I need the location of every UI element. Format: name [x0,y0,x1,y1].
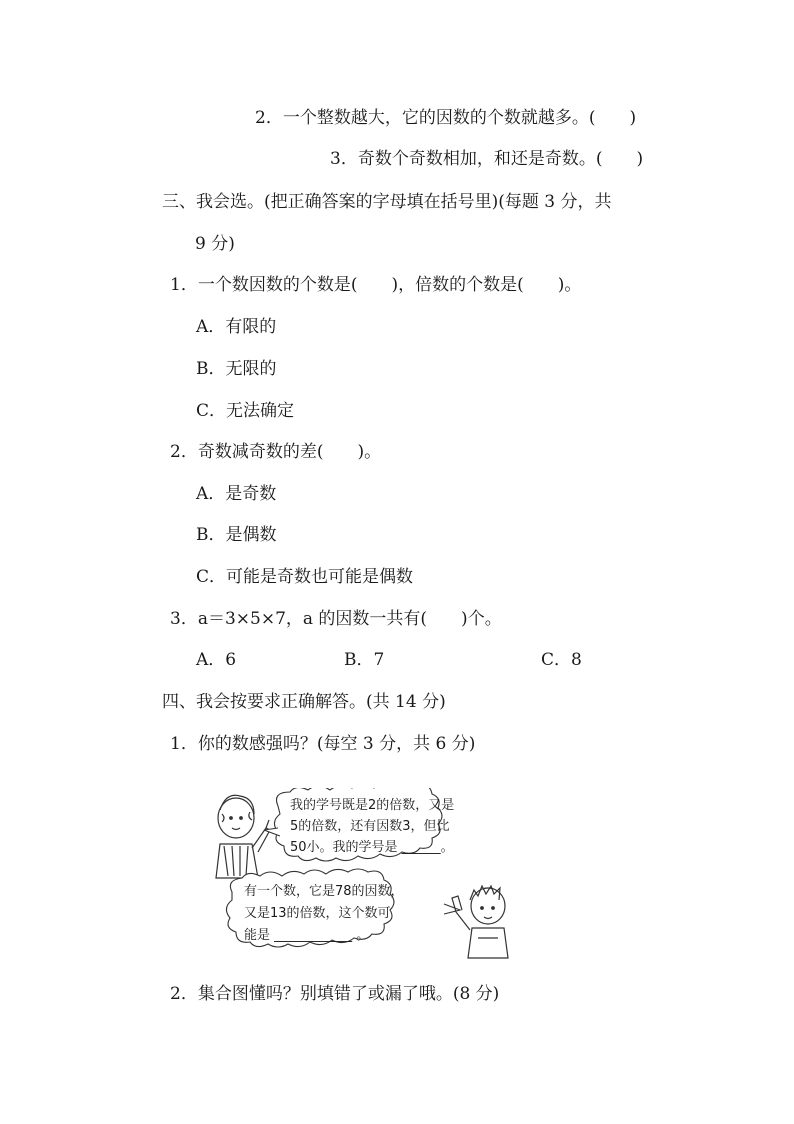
section3-heading-line2: 9 分) [195,234,235,254]
choice-q2-option-c: C．可能是奇数也可能是偶数 [196,567,414,587]
choice-q1-option-a: A．有限的 [196,317,277,337]
number-sense-illustration [208,788,524,960]
bubble-2-line-2: 又是13的倍数，这个数可 [244,906,391,921]
boy-figure-icon [452,886,508,958]
choice-q2-option-b: B．是偶数 [196,525,277,545]
bubble-1-line-2: 5的倍数，还有因数3，但比 [290,819,450,834]
section3-heading-line1: 三、我会选。(把正确答案的字母填在括号里)(每题 3 分，共 [162,192,612,212]
choice-q3-option-c: C．8 [541,650,582,670]
girl-figure-icon [216,795,270,878]
choice-q2-option-a: A．是奇数 [196,484,277,504]
choice-q3-option-b: B．7 [344,650,385,670]
answer-question-1: 1．你的数感强吗？(每空 3 分，共 6 分) [170,734,476,754]
choice-question-3: 3．a＝3×5×7，a 的因数一共有( )个。 [170,609,502,629]
answer-question-2: 2．集合图懂吗？别填错了或漏了哦。(8 分) [170,984,500,1004]
section4-heading: 四、我会按要求正确解答。(共 14 分) [162,692,446,712]
bubble-2-line-3: 能是 ____________ 。 [244,928,370,943]
choice-q1-option-c: C．无法确定 [196,401,295,421]
judge-question-3: 3．奇数个奇数相加，和还是奇数。( ) [330,149,644,169]
bubble-2-line-1: 有一个数，它是78的因数， [244,884,404,899]
judge-question-2: 2．一个整数越大，它的因数的个数就越多。( ) [255,108,637,128]
bubble-1-line-3: 50小。我的学号是 ______。 [290,840,454,855]
choice-q3-option-a: A．6 [196,650,237,670]
bubble-1-line-1: 我的学号既是2的倍数，又是 [290,798,455,813]
choice-question-2: 2．奇数减奇数的差( )。 [170,442,382,462]
choice-question-1: 1．一个数因数的个数是( )，倍数的个数是( )。 [170,275,582,295]
choice-q1-option-b: B．无限的 [196,359,277,379]
